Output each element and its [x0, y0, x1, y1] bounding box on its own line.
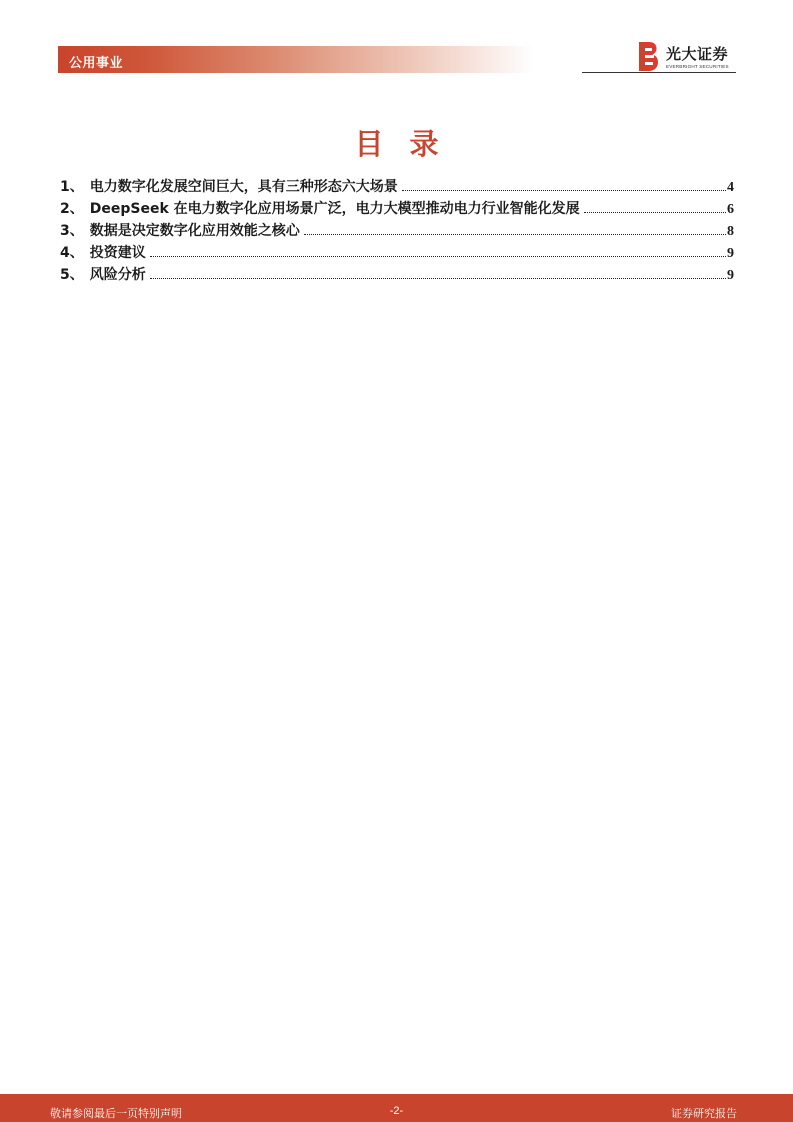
toc-entry-number: 3、 — [60, 223, 84, 239]
everbright-logo-icon — [636, 42, 658, 71]
toc-dot-leader — [150, 278, 726, 279]
toc-entry-page: 4 — [727, 180, 734, 195]
footer-doc-type: 证券研究报告 — [671, 1107, 737, 1120]
toc-entry-page: 8 — [727, 224, 734, 239]
toc-entry-page: 9 — [727, 246, 734, 261]
toc-entry-page: 6 — [727, 202, 734, 217]
toc-dot-leader — [150, 256, 726, 257]
sector-banner — [58, 46, 534, 73]
table-of-contents — [60, 176, 734, 286]
header-rule — [582, 72, 736, 73]
toc-entry[interactable] — [60, 242, 734, 264]
toc-dot-leader — [584, 212, 726, 213]
toc-entry[interactable] — [60, 198, 734, 220]
toc-entry-title: 电力数字化发展空间巨大，具有三种形态六大场景 — [89, 179, 398, 195]
toc-entry-number: 5、 — [60, 267, 84, 283]
toc-dot-leader — [304, 234, 726, 235]
toc-dot-leader — [402, 190, 726, 191]
footer-disclaimer: 敬请参阅最后一页特别声明 — [50, 1107, 182, 1120]
logo-chinese-name: 光大证券 — [666, 45, 729, 63]
toc-entry-page: 9 — [727, 268, 734, 283]
sector-label: 公用事业 — [69, 56, 124, 71]
toc-entry-number: 1、 — [60, 179, 84, 195]
toc-entry-title: 数据是决定数字化应用效能之核心 — [89, 223, 300, 239]
toc-entry-number: 2、 — [60, 201, 84, 217]
page-footer — [0, 1094, 793, 1122]
toc-entry-title: DeepSeek 在电力数字化应用场景广泛，电力大模型推动电力行业智能化发展 — [89, 201, 580, 217]
toc-entry-number: 4、 — [60, 245, 84, 261]
toc-entry[interactable] — [60, 176, 734, 198]
toc-entry[interactable] — [60, 220, 734, 242]
company-logo — [636, 42, 736, 72]
toc-title: 目录 — [354, 127, 465, 161]
toc-entry-title: 投资建议 — [89, 245, 146, 261]
logo-english-name: EVERBRIGHT SECURITIES — [666, 64, 729, 69]
toc-entry-title: 风险分析 — [89, 267, 146, 283]
toc-entry[interactable] — [60, 264, 734, 286]
footer-page-number: -2- — [389, 1105, 404, 1117]
